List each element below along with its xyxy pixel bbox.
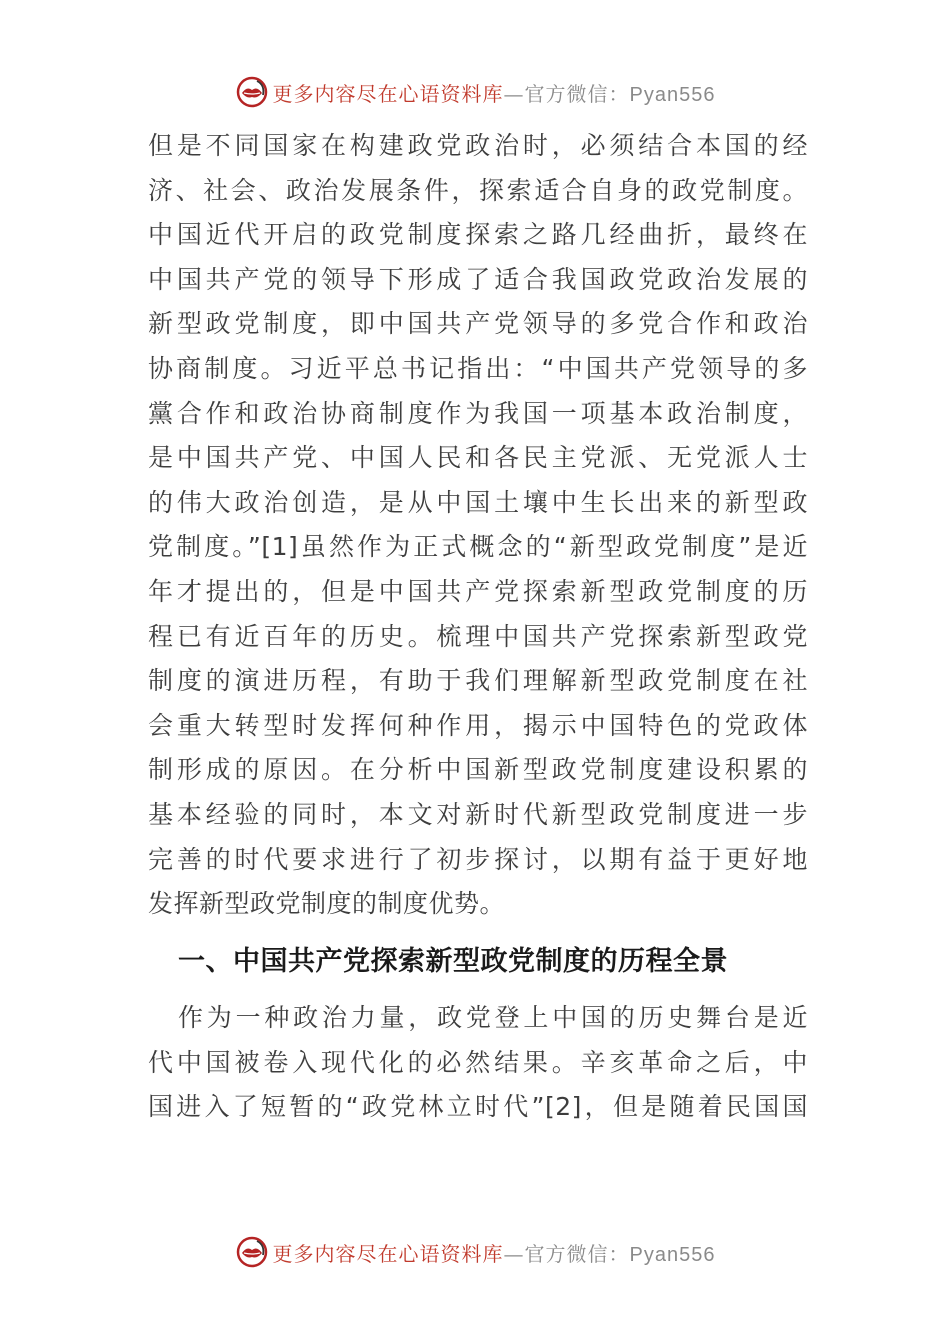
text-line: 基本经验的同时，本文对新时代新型政党制度进一步: [148, 799, 808, 829]
text-line: 济、社会、政治发展条件，探索适合自身的政党制度。: [148, 175, 808, 205]
banner-wechat-label: —官方微信：: [503, 1241, 630, 1266]
text-line: 国进入了短暂的“政党林立时代”[2]，但是随着民国国: [148, 1092, 808, 1122]
banner-wechat-id: Pyan556: [629, 83, 716, 106]
bottom-banner: [0, 1232, 950, 1272]
text-line: 党制度。”[1]虽然作为正式概念的“新型政党制度”是近: [148, 532, 808, 562]
section-heading: 一、中国共产党探索新型政党制度的历程全景: [178, 946, 728, 977]
text-line: 中国近代开启的政党制度探索之路几经曲折，最终在: [148, 220, 808, 250]
banner-wechat-label: —官方微信：: [503, 81, 630, 106]
text-line: 制度的演进历程，有助于我们理解新型政党制度在社: [148, 666, 808, 696]
text-line: 是中国共产党、中国人民和各民主党派、无党派人士: [148, 443, 808, 473]
top-banner: [0, 72, 950, 112]
text-line: 作为一种政治力量，政党登上中国的历史舞台是近: [178, 1003, 808, 1032]
text-line: 新型政党制度，即中国共产党领导的多党合作和政治: [148, 309, 808, 339]
text-line: 完善的时代要求进行了初步探讨，以期有益于更好地: [148, 844, 808, 874]
text-line: 发挥新型政党制度的制度优势。: [148, 889, 506, 919]
text-line: 年才提出的，但是中国共产党探索新型政党制度的历: [148, 576, 808, 606]
banner-library-name: 更多内容尽在心语资料库: [272, 1241, 504, 1266]
lips-icon: [235, 75, 269, 109]
banner-wechat-id: Pyan556: [629, 1243, 716, 1266]
lips-icon: [235, 1235, 269, 1269]
banner-library-name: 更多内容尽在心语资料库: [272, 81, 504, 106]
text-line: 协商制度。习近平总书记指出：“中国共产党领导的多: [148, 353, 808, 383]
text-line: 会重大转型时发挥何种作用，揭示中国特色的党政体: [148, 710, 808, 740]
text-line: 的伟大政治创造，是从中国土壤中生长出来的新型政: [148, 487, 808, 517]
paragraph-1: [148, 124, 808, 927]
banner-text: [273, 1238, 716, 1267]
text-line: 制形成的原因。在分析中国新型政党制度建设积累的: [148, 755, 808, 785]
text-line: 程已有近百年的历史。梳理中国共产党探索新型政党: [148, 621, 808, 651]
paragraph-2: [148, 996, 808, 1130]
text-line: 代中国被卷入现代化的必然结果。辛亥革命之后，中: [148, 1047, 808, 1077]
text-line: 中国共产党的领导下形成了适合我国政党政治发展的: [148, 264, 808, 294]
text-line: 黨合作和政治协商制度作为我国一项基本政治制度，: [148, 398, 808, 428]
banner-text: [273, 78, 716, 107]
text-line: 但是不同国家在构建政党政治时，必须结合本国的经: [148, 131, 808, 160]
